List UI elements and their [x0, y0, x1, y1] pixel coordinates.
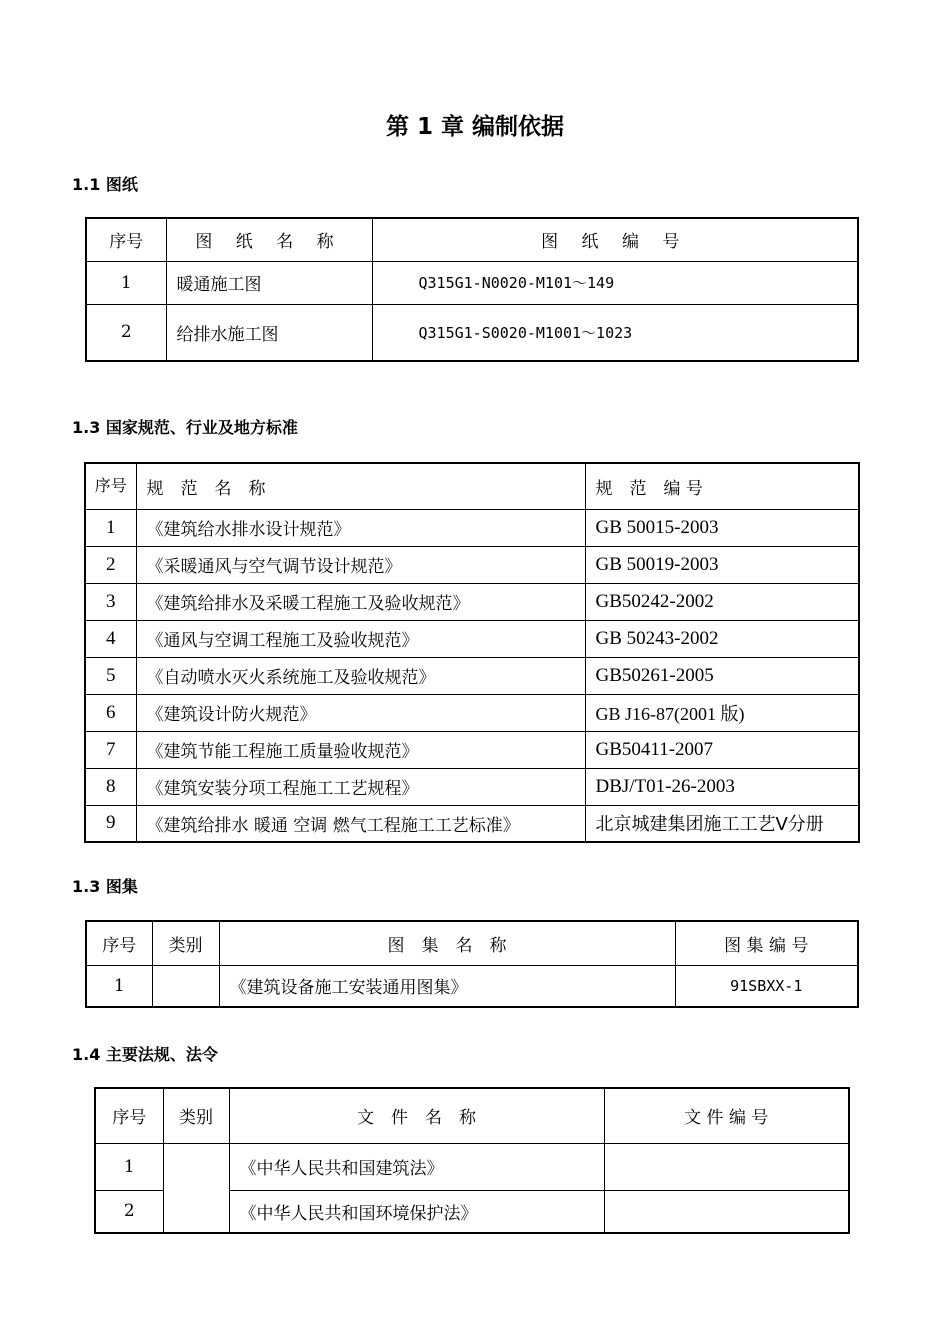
header-cell: 图 纸 名 称: [166, 218, 372, 261]
row-index: 1: [86, 261, 166, 304]
row-index: 4: [85, 620, 136, 657]
table-header-row: [85, 463, 859, 509]
standard-code: GB50411-2007: [585, 731, 859, 768]
table-row: [85, 620, 859, 657]
row-index: 3: [85, 583, 136, 620]
row-index: 2: [86, 304, 166, 361]
header-cell: 类别: [152, 921, 219, 965]
header-cell: 规 范 编 号: [585, 463, 859, 509]
table-row: [85, 583, 859, 620]
row-index: 5: [85, 657, 136, 694]
row-index: 2: [95, 1190, 163, 1233]
header-cell: 序号: [85, 463, 136, 509]
header-cell: 序号: [86, 921, 152, 965]
atlas-category: [152, 965, 219, 1007]
row-index: 8: [85, 768, 136, 805]
standard-code: GB 50015-2003: [585, 509, 859, 546]
row-index: 1: [85, 509, 136, 546]
law-name: 《中华人民共和国建筑法》: [229, 1143, 604, 1190]
section-heading-atlas: 1.3 图集: [72, 877, 138, 896]
standard-code: GB50242-2002: [585, 583, 859, 620]
law-category-cell: [163, 1143, 229, 1233]
standard-name: 《通风与空调工程施工及验收规范》: [136, 620, 585, 657]
table-row: [85, 768, 859, 805]
table-row: [85, 731, 859, 768]
standard-code: GB 50019-2003: [585, 546, 859, 583]
standard-name: 《建筑给排水及采暖工程施工及验收规范》: [136, 583, 585, 620]
law-code: [604, 1143, 849, 1190]
standard-code: GB 50243-2002: [585, 620, 859, 657]
row-index: 6: [85, 694, 136, 731]
standard-name: 《自动喷水灭火系统施工及验收规范》: [136, 657, 585, 694]
table-row: [85, 805, 859, 842]
drawing-code: Q315G1-N0020-M101～149: [372, 261, 858, 304]
standard-name: 《采暖通风与空气调节设计规范》: [136, 546, 585, 583]
header-cell: 文 件 编 号: [604, 1088, 849, 1143]
header-cell: 类别: [163, 1088, 229, 1143]
header-cell: 规 范 名 称: [136, 463, 585, 509]
table-row: [85, 657, 859, 694]
standard-name: 《建筑给排水 暖通 空调 燃气工程施工工艺标准》: [136, 805, 585, 842]
atlas-code: 91SBXX-1: [675, 965, 858, 1007]
law-code: [604, 1190, 849, 1233]
standard-code: DBJ/T01-26-2003: [585, 768, 859, 805]
header-cell: 文 件 名 称: [229, 1088, 604, 1143]
atlas-table: [85, 920, 859, 1008]
standards-table: [84, 462, 860, 843]
standard-name: 《建筑设计防火规范》: [136, 694, 585, 731]
table-row: [86, 261, 858, 304]
header-cell: 图 集 编 号: [675, 921, 858, 965]
header-cell: 序号: [95, 1088, 163, 1143]
header-cell: 图 集 名 称: [219, 921, 675, 965]
standard-code: 北京城建集团施工工艺Ⅴ分册: [585, 805, 859, 842]
drawings-table: [85, 217, 859, 362]
drawing-name: 给排水施工图: [166, 304, 372, 361]
table-row: [85, 694, 859, 731]
standard-name: 《建筑给水排水设计规范》: [136, 509, 585, 546]
standard-code: GB50261-2005: [585, 657, 859, 694]
header-cell: 图 纸 编 号: [372, 218, 858, 261]
standard-name: 《建筑节能工程施工质量验收规范》: [136, 731, 585, 768]
section-heading-drawings: 1.1 图纸: [72, 175, 138, 194]
row-index: 1: [95, 1143, 163, 1190]
laws-table: [94, 1087, 850, 1234]
table-row: [86, 965, 858, 1007]
drawing-code: Q315G1-S0020-M1001～1023: [372, 304, 858, 361]
table-row: [85, 509, 859, 546]
header-cell: 序号: [86, 218, 166, 261]
atlas-name: 《建筑设备施工安装通用图集》: [219, 965, 675, 1007]
row-index: 2: [85, 546, 136, 583]
table-header-row: [86, 921, 858, 965]
row-index: 7: [85, 731, 136, 768]
section-heading-standards: 1.3 国家规范、行业及地方标准: [72, 418, 298, 437]
table-row: [86, 304, 858, 361]
row-index: 1: [86, 965, 152, 1007]
table-header-row: [86, 218, 858, 261]
table-row: [95, 1143, 849, 1190]
standard-name: 《建筑安装分项工程施工工艺规程》: [136, 768, 585, 805]
row-index: 9: [85, 805, 136, 842]
page-title: 第 1 章 编制依据: [385, 114, 565, 140]
table-header-row: [95, 1088, 849, 1143]
section-heading-laws: 1.4 主要法规、法令: [72, 1045, 218, 1064]
law-name: 《中华人民共和国环境保护法》: [229, 1190, 604, 1233]
standard-code: GB J16-87(2001 版): [585, 694, 859, 731]
drawing-name: 暖通施工图: [166, 261, 372, 304]
table-row: [85, 546, 859, 583]
